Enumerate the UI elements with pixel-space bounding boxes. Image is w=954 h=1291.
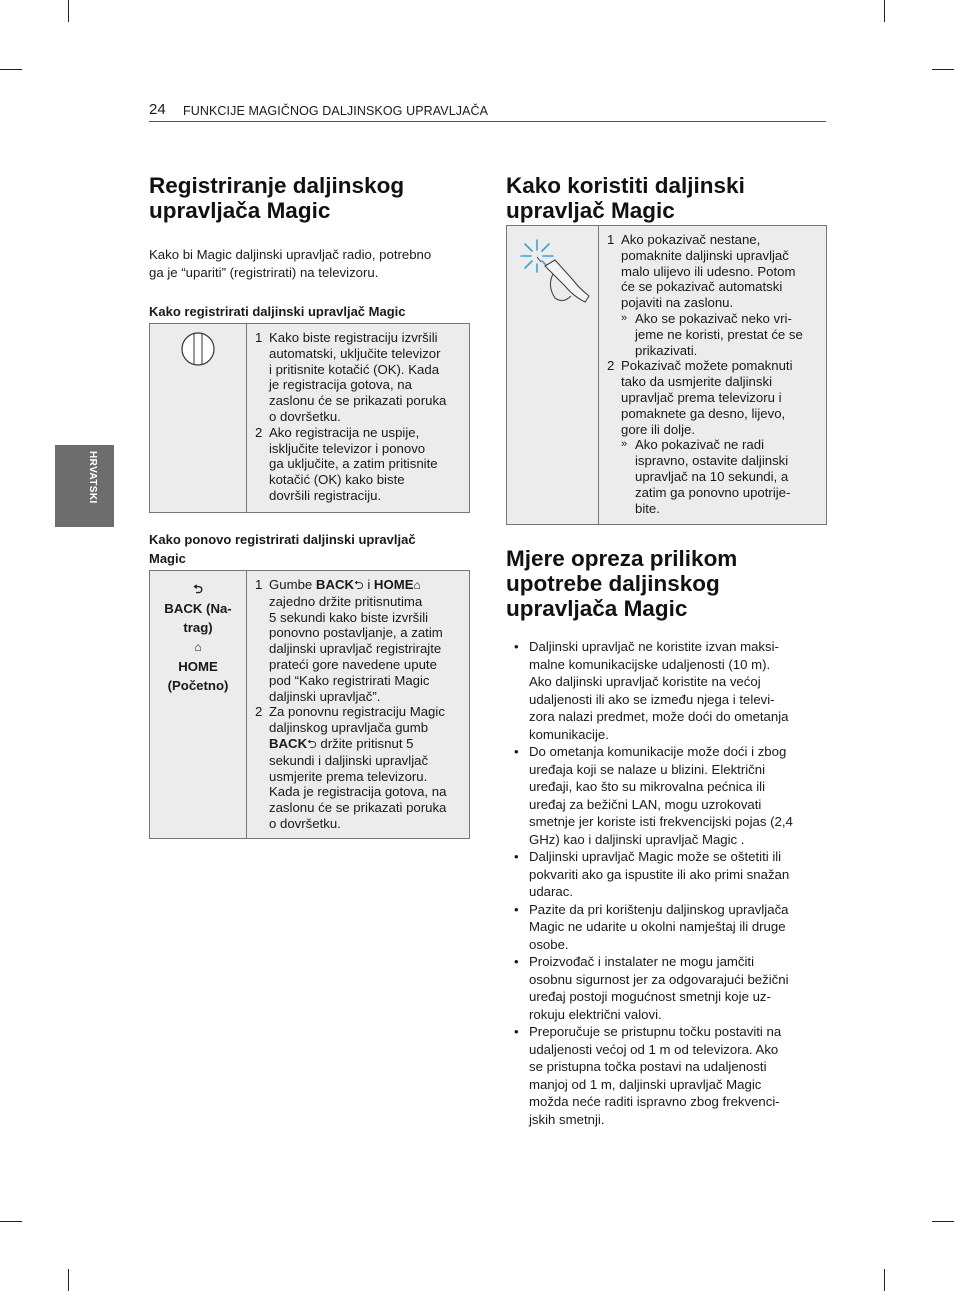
wheel-illustration-cell — [150, 324, 247, 513]
home-icon: ⌂ — [194, 640, 202, 654]
list-item: • Pazite da pri korištenju daljinskog upravljača Magic ne udarite u okolni namještaj ili druge osobe. — [514, 901, 826, 954]
right-heading-usage: Kako koristiti daljinski upravljač Magic — [506, 173, 745, 223]
crop-mark — [884, 0, 885, 22]
usage-note-2: » Ako pokazivač ne radi ispravno, ostavite daljinski upravljač na 10 sekundi, a zatim ga ponovno upotrije- bite. — [621, 437, 791, 516]
registration-step-1: 1 Kako biste registraciju izvršili automatski, uključite televizor i pritisnite kotačić (OK). Kada je registracija gotova, na zaslonu će se prikazati poruka o dovršetku. — [255, 330, 447, 424]
section2-title: Kako ponovo registrirati daljinski upravljač Magic — [149, 532, 416, 566]
back-icon: ⮌ — [354, 578, 364, 592]
wheel-button-icon — [150, 324, 246, 374]
home-button-label: ⌂ HOME (Početno) — [167, 640, 229, 693]
remote-pointer-icon — [507, 226, 598, 316]
page-number: 24 — [149, 101, 166, 118]
pointer-illustration-cell — [507, 226, 599, 525]
crop-mark — [68, 1269, 69, 1291]
section1-title: Kako registrirati daljinski upravljač Magic — [149, 304, 406, 319]
registration-table — [149, 323, 470, 513]
crop-mark — [884, 1269, 885, 1291]
crop-mark — [932, 69, 954, 70]
reregistration-table — [149, 570, 470, 839]
right-heading-precautions: Mjere opreza prilikom upotrebe daljinskog upravljača Magic — [506, 546, 738, 621]
language-tab — [55, 445, 114, 527]
language-tab-label: HRVATSKI — [87, 451, 98, 504]
crop-mark — [0, 1221, 22, 1222]
back-button-label: ⮌ BACK (Na- trag) — [164, 582, 232, 635]
reregistration-step-1: 1 Gumbe BACK⮌ i HOME⌂ zajedno držite pritisnutima 5 sekundi kako biste izvršili ponovno postavljanje, a zatim daljinski upravljač registrirajte prateći gore navedene upute pod “Kako registrirati Magic daljinski upravljač”. — [255, 577, 443, 704]
precautions-list — [514, 638, 826, 1128]
back-icon: ⮌ — [307, 736, 317, 751]
back-icon: ⮌ — [193, 582, 203, 596]
buttons-cell — [150, 571, 247, 839]
list-item: • Proizvođač i instalater ne mogu jamčiti osobnu sigurnost jer za odgovarajući bežični uređaj postoji mogućnost smetnji koje uz- rokuju električni valovi. — [514, 953, 826, 1023]
list-item: • Daljinski upravljač Magic može se oštetiti ili pokvariti ako ga ispustite ili ako primi snažan udarac. — [514, 848, 826, 901]
usage-note-1: » Ako se pokazivač neko vri- jeme ne koristi, prestat će se prikazivati. — [621, 310, 803, 358]
home-icon: ⌂ — [413, 578, 421, 592]
list-item: • Preporučuje se pristupnu točku postaviti na udaljenosti većoj od 1 m od televizora. Ako se pristupna točka postavi na udaljenosti manjoj od 1 m, daljinski upravljač Magic možda neće raditi ispravno zbog frekvenci- jskih smetnji. — [514, 1023, 826, 1128]
list-item: • Daljinski upravljač ne koristite izvan maksi- malne komunikacijske udaljenosti (10 m). Ako daljinski upravljač koristite na većoj udaljenosti ili ako se između njega i televi- zora nalazi predmet, može doći do ometanja komunikacije. — [514, 638, 826, 743]
page-header — [149, 103, 826, 122]
usage-table — [506, 225, 827, 525]
usage-step-2: 2 Pokazivač možete pomaknuti tako da usmjerite daljinski upravljač prema televizoru i pomaknete ga desno, lijevo, gore ili dolje. » Ako pokazivač ne radi ispravno, ostavite daljinski upravljač na 10 sekundi, a zatim ga ponovno upotrije- bite. — [607, 358, 820, 516]
list-item: • Do ometanja komunikacije može doći i zbog uređaja koji se nalaze u blizini. Električni uređaji, kao što su mikrovalna pećnica ili uređaj za bežični LAN, mogu uzrokovati smetnje jer koriste isti frekvencijski pojas (2,4 GHz) kao i daljinski upravljač Magic . — [514, 743, 826, 848]
crop-mark — [932, 1221, 954, 1222]
registration-step-2: 2 Ako registracija ne uspije, isključite televizor i ponovo ga uključite, a zatim pritisnite kotačić (OK) kako biste dovršili registraciju. — [255, 424, 438, 503]
chapter-title: FUNKCIJE MAGIČNOG DALJINSKOG UPRAVLJAČA — [183, 104, 489, 118]
crop-mark — [0, 69, 22, 70]
usage-step-1: 1 Ako pokazivač nestane, pomaknite daljinski upravljač malo ulijevo ili udesno. Potom će se pokazivač automatski pojaviti na zaslonu. » Ako se pokazivač neko vri- jeme ne koristi, prestat će se prikazivati. — [607, 232, 820, 358]
left-heading: Registriranje daljinskog upravljača Magic — [149, 173, 405, 223]
intro-text: Kako bi Magic daljinski upravljač radio, potrebno ga je “upariti” (registrirati) na televizoru. — [149, 247, 432, 280]
reregistration-step-2: 2 Za ponovnu registraciju Magic daljinskog upravljača gumb BACK⮌ držite pritisnut 5 sekundi i daljinski upravljač usmjerite prema televizoru. Kada je registracija gotova, na zaslonu će se prikazati poruka o dovršetku. — [255, 704, 447, 831]
crop-mark — [68, 0, 69, 22]
